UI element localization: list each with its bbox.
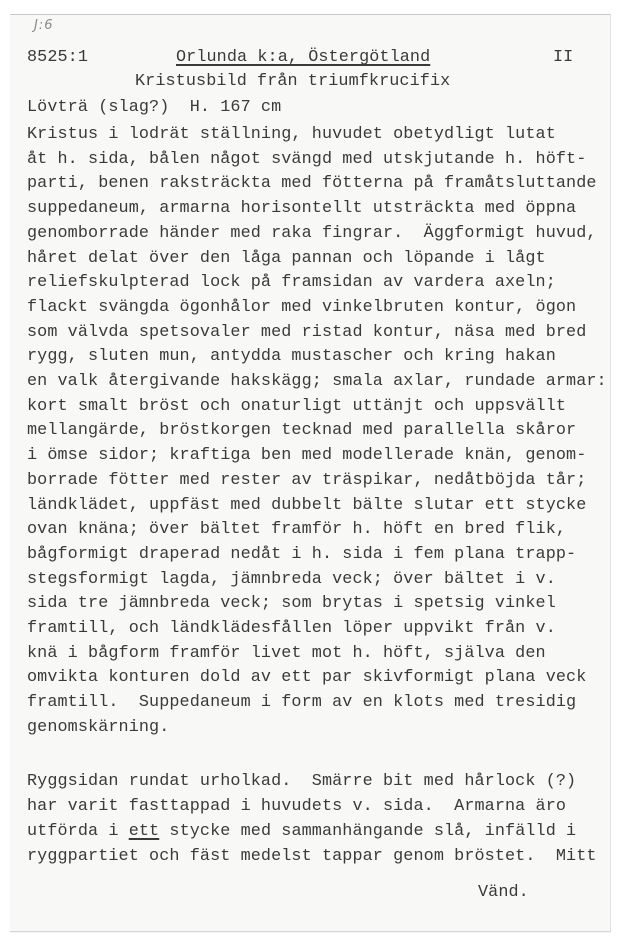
description-line: har varit fasttappad i huvudets v. sida. Armarna äro <box>27 797 567 816</box>
object-title: Kristusbild från triumfkrucifix <box>135 72 451 91</box>
description-line: ländklädet, uppfäst med dubbelt bälte slutar ett stycke <box>27 495 587 515</box>
description-line: kort smalt bröst och onaturligt uttänjt och uppsvällt <box>27 396 567 416</box>
handwritten-note: J:6 <box>34 18 54 33</box>
description-line: genomskärning. <box>27 717 170 737</box>
card-number: II <box>553 48 574 67</box>
description-line: en valk återgivande hakskägg; smala axlar, rundade armar: <box>27 372 607 391</box>
description-line: håret delat över den låga pannan och löpande i lågt <box>27 248 546 268</box>
description-line: genomborrade händer med raka fingrar. Äggformigt huvud, <box>27 223 597 243</box>
description-line: ovan knäna; över bältet framför h. höft en bred flik, <box>27 520 567 540</box>
description-line: suppedaneum, armarna horisontellt utsträckta med öppna <box>27 199 577 219</box>
description-line: åt h. sida, bålen något svängd med utskjutande h. höft- <box>27 149 587 169</box>
description-line: Kristus i lodrät ställning, huvudet obetydligt lutat <box>27 125 556 144</box>
description-line <box>27 824 576 841</box>
inventory-number: 8525:1 <box>27 48 89 67</box>
description-line: stegsformigt lagda, jämnbreda veck; över bältet i v. <box>27 569 556 589</box>
turn-over-note: Vänd. <box>478 883 529 902</box>
description-line: framtill, och ländklädesfållen löper uppvikt från v. <box>27 619 556 638</box>
description-line: borrade fötter med rester av träspikar, nedåtböjda tår; <box>27 470 587 490</box>
description-line: ryggpartiet och fäst medelst tappar genom bröstet. Mitt <box>27 847 597 866</box>
underlined-word: ett <box>128 822 160 841</box>
description-line: bågformigt draperad nedåt i h. sida i fem plana trapp- <box>27 544 577 564</box>
description-line: flackt svängda ögonhålor med vinkelbruten kontur, ögon <box>27 297 577 317</box>
material-and-height: Lövträ (slag?) H. 167 cm <box>27 98 282 117</box>
line-text: utförda i <box>27 822 129 841</box>
description-line: reliefskulpterad lock på framsidan av vardera axeln; <box>27 273 556 293</box>
description-line: knä i bågform framför livet mot h. höft, själva den <box>27 643 546 663</box>
description-line: framtill. Suppedaneum i form av en klots med tresidig <box>27 693 577 713</box>
description-line: Ryggsidan rundat urholkad. Smärre bit med hårlock (?) <box>27 772 577 791</box>
description-line: sida tre jämnbreda veck; som brytas i spetsig vinkel <box>27 594 556 614</box>
description-line: mellangärde, bröstkorgen tecknad med parallella skåror <box>27 421 577 441</box>
description-line: parti, benen raksträckta med fötterna på framåtsluttande <box>27 174 597 194</box>
description-line: omvikta konturen dold av ett par skivformigt plana veck <box>27 668 587 688</box>
line-text: stycke med sammanhängande slå, infälld i <box>159 822 577 841</box>
description-line: i ömse sidor; kraftiga ben med modellerade knän, genom- <box>27 446 587 466</box>
description-line: rygg, sluten mun, antydda mustascher och kring hakan <box>27 347 556 367</box>
place-heading: Orlunda k:a, Östergötland <box>176 48 431 67</box>
description-line: som välvda spetsovaler med ristad kontur, näsa med bred <box>27 322 587 342</box>
